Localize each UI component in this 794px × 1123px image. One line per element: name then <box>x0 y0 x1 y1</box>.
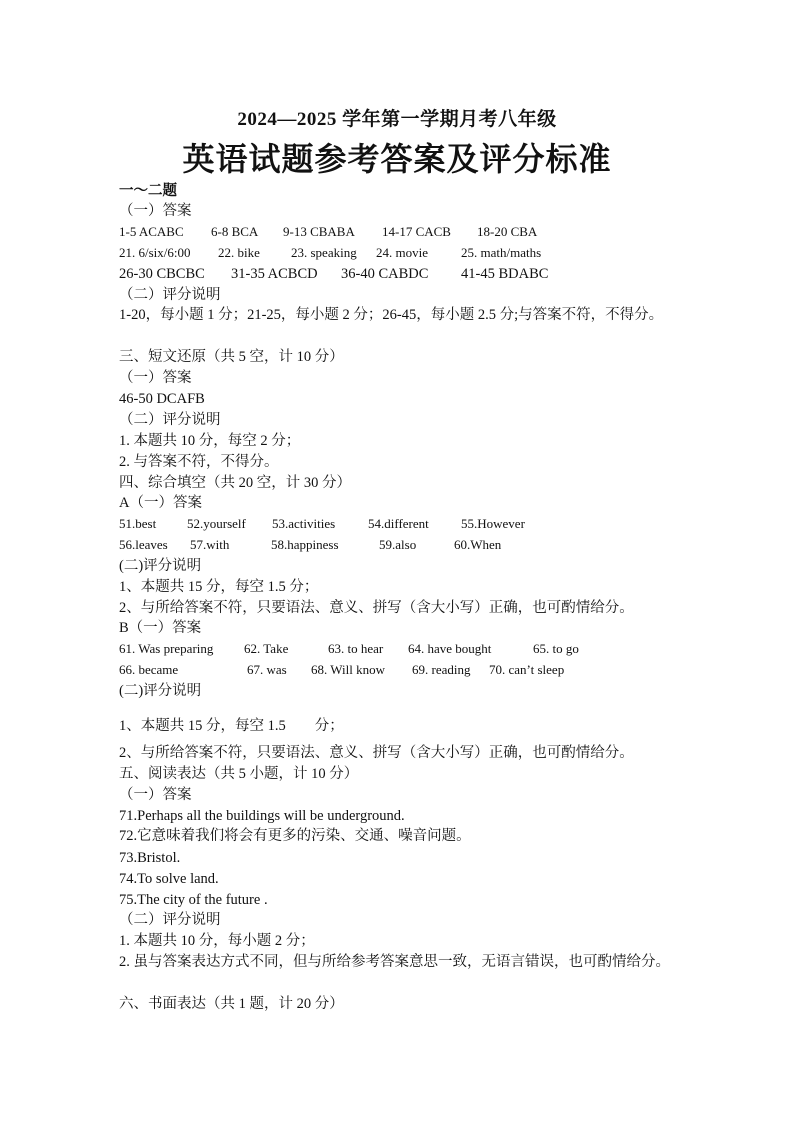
answer-item: 58.happiness <box>271 537 339 552</box>
answer-row <box>119 514 679 534</box>
section-4-part-a-rule-1: 1、本题共 15 分，每空 1.5 分； <box>119 579 319 595</box>
section-1-2-heading: 一～二题 <box>119 183 177 199</box>
section-4-part-a-label: A（一）答案 <box>119 495 202 511</box>
answer-item: 9-13 CBABA <box>283 224 355 239</box>
answer-75: 75.The city of the future . <box>119 892 268 908</box>
section-3-rule-2: 2. 与答案不符，不得分。 <box>119 454 279 470</box>
answer-item: 21. 6/six/6:00 <box>119 245 191 260</box>
answer-item: 6-8 BCA <box>211 224 259 239</box>
section-3-answers-label: （一）答案 <box>119 370 192 386</box>
answer-item: 62. Take <box>244 641 289 656</box>
answer-item: 26-30 CBCBC <box>119 266 205 282</box>
answer-item: 36-40 CABDC <box>341 266 429 282</box>
answer-item: 22. bike <box>218 245 260 260</box>
section-4-part-a-scoring-label: (二)评分说明 <box>119 558 202 574</box>
section-5-answers-label: （一）答案 <box>119 787 192 803</box>
answer-item: 65. to go <box>533 641 579 656</box>
answer-row <box>119 264 679 284</box>
answer-item: 55.However <box>461 516 525 531</box>
section-5-heading: 五、阅读表达（共 5 小题，计 10 分） <box>119 766 359 782</box>
answer-item: 14-17 CACB <box>382 224 451 239</box>
answer-item: 18-20 CBA <box>477 224 538 239</box>
answer-item: 59.also <box>379 537 417 552</box>
section-3-answers: 46-50 DCAFB <box>119 391 205 407</box>
section-1-2-answers-label: （一）答案 <box>119 203 192 219</box>
section-4-part-b-rule-1: 1、本题共 15 分，每空 1.5 分； <box>119 718 344 734</box>
answer-item: 64. have bought <box>408 641 492 656</box>
answer-item: 25. math/maths <box>461 245 542 260</box>
section-4-part-b-rule-2: 2、与所给答案不符，只要语法、意义、拼写（含大小写）正确，也可酌情给分。 <box>119 745 634 761</box>
section-5-scoring-label: （二）评分说明 <box>119 912 221 928</box>
answer-item: 51.best <box>119 516 157 531</box>
section-4-part-b-scoring-label: (二)评分说明 <box>119 683 202 699</box>
section-1-2-scoring-text: 1-20，每小题 1 分；21-25，每小题 2 分；26-45，每小题 2.5 分;与答案不符，不得分。 <box>119 307 664 323</box>
answer-row <box>119 222 679 242</box>
section-5-rule-1: 1. 本题共 10 分，每小题 2 分； <box>119 933 315 949</box>
answer-71: 71.Perhaps all the buildings will be underground. <box>119 808 405 824</box>
section-3-heading: 三、短文还原（共 5 空，计 10 分） <box>119 349 344 365</box>
section-4-heading: 四、综合填空（共 20 空，计 30 分） <box>119 475 351 491</box>
answer-item: 63. to hear <box>328 641 384 656</box>
answer-item: 60.When <box>454 537 502 552</box>
section-4-part-a-rule-2: 2、与所给答案不符，只要语法、意义、拼写（含大小写）正确，也可酌情给分。 <box>119 600 634 616</box>
section-3-rule-1: 1. 本题共 10 分，每空 2 分； <box>119 433 301 449</box>
answer-item: 52.yourself <box>187 516 246 531</box>
answer-73: 73.Bristol. <box>119 850 181 866</box>
answer-key-title: 英语试题参考答案及评分标准 <box>182 140 612 178</box>
section-6-heading: 六、书面表达（共 1 题，计 20 分） <box>119 996 344 1012</box>
answer-item: 1-5 ACABC <box>119 224 184 239</box>
answer-item: 56.leaves <box>119 537 168 552</box>
section-3-scoring-label: （二）评分说明 <box>119 412 221 428</box>
answer-row <box>119 639 679 659</box>
answer-item: 53.activities <box>272 516 336 531</box>
answer-item: 68. Will know <box>311 662 385 677</box>
answer-item: 54.different <box>368 516 429 531</box>
section-4-part-b-label: B（一）答案 <box>119 620 202 636</box>
answer-item: 24. movie <box>376 245 428 260</box>
answer-item: 41-45 BDABC <box>461 266 549 282</box>
answer-item: 23. speaking <box>291 245 357 260</box>
answer-row <box>119 535 679 555</box>
section-5-rule-2: 2. 虽与答案表达方式不同，但与所给参考答案意思一致，无语言错误，也可酌情给分。 <box>119 954 670 970</box>
answer-row <box>119 660 679 680</box>
answer-row <box>119 243 679 263</box>
answer-item: 31-35 ACBCD <box>231 266 318 282</box>
answer-item: 66. became <box>119 662 179 677</box>
answer-item: 67. was <box>247 662 287 677</box>
answer-item: 70. can’t sleep <box>489 662 565 677</box>
answer-74: 74.To solve land. <box>119 871 219 887</box>
exam-title: 2024—2025 学年第一学期月考八年级 <box>237 109 557 130</box>
answer-72: 72.它意味着我们将会有更多的污染、交通、噪音问题。 <box>119 828 471 844</box>
answer-item: 69. reading <box>412 662 471 677</box>
answer-item: 57.with <box>190 537 230 552</box>
answer-item: 61. Was preparing <box>119 641 214 656</box>
section-1-2-scoring-label: （二）评分说明 <box>119 287 221 303</box>
